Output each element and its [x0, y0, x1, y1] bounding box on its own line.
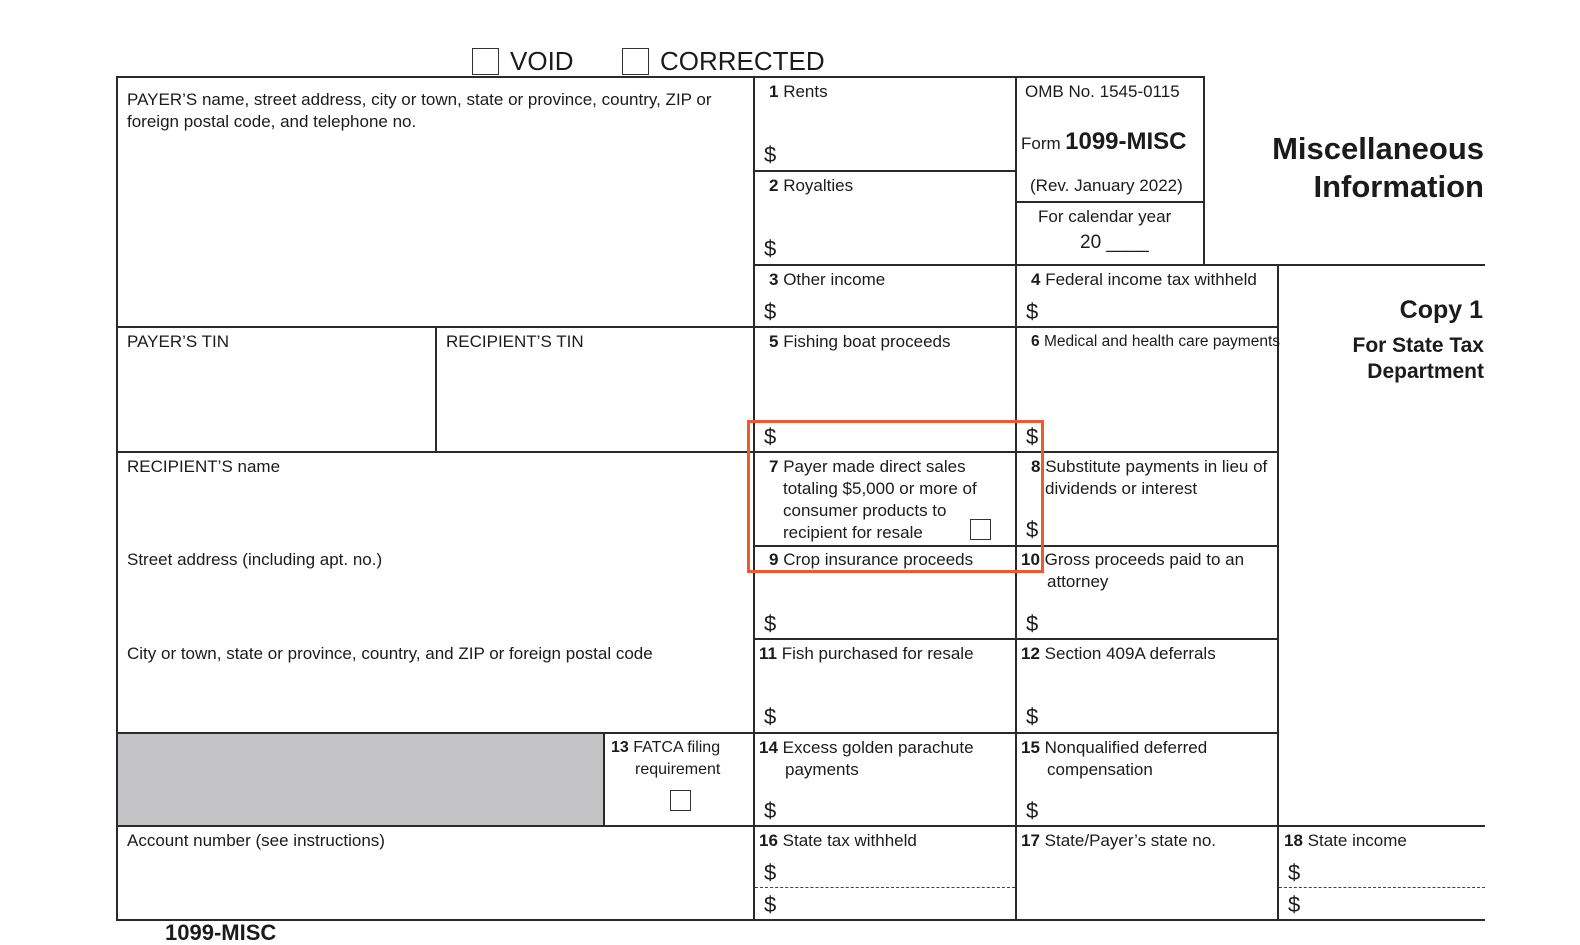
box-13-label: 13 FATCA filing requirement	[611, 739, 721, 778]
box-13-checkbox[interactable]	[670, 790, 691, 811]
payer-info-label: PAYER’S name, street address, city or town, state or province, country, ZIP or foreign postal code, and telephone no.	[127, 90, 712, 131]
box-9-label: 9 Crop insurance proceeds	[769, 550, 974, 569]
corrected-label: CORRECTED	[660, 46, 825, 76]
box-2-dollar: $	[764, 236, 777, 261]
box-9-dollar: $	[764, 611, 777, 636]
box-14-label: 14 Excess golden parachute payments	[759, 738, 974, 779]
street-address-label: Street address (including apt. no.)	[127, 550, 383, 569]
box-8-label: 8 Substitute payments in lieu of dividends or interest	[1031, 457, 1268, 498]
copy-label: Copy 1	[1399, 296, 1483, 324]
corrected-checkbox[interactable]	[622, 48, 649, 75]
box-7-label: 7 Payer made direct sales totaling $5,000 or more of consumer products to recipient for resale	[769, 457, 977, 542]
shaded-cell	[118, 733, 604, 825]
box-18-dollar-1: $	[1288, 860, 1301, 885]
box-10-dollar: $	[1026, 611, 1039, 636]
box-17-label: 17 State/Payer’s state no.	[1021, 831, 1217, 850]
box-6-dollar: $	[1026, 424, 1039, 449]
box-4-dollar: $	[1026, 299, 1039, 324]
box-8-dollar: $	[1026, 517, 1039, 542]
omb-number: OMB No. 1545-0115	[1025, 82, 1180, 101]
highlight-box	[747, 420, 1044, 573]
footer-form-name: 1099-MISC	[165, 920, 277, 945]
box-4-label: 4 Federal income tax withheld	[1031, 270, 1257, 289]
box-3-label: 3 Other income	[769, 270, 886, 289]
recipient-tin-label: RECIPIENT’S TIN	[446, 332, 584, 351]
box-1-dollar: $	[764, 142, 777, 167]
box-15-label: 15 Nonqualified deferred compensation	[1021, 738, 1208, 779]
form-name: Form 1099-MISC	[1021, 128, 1187, 155]
box-16-dollar-1: $	[764, 860, 777, 885]
box-16-label: 16 State tax withheld	[759, 831, 917, 850]
box-2-label: 2 Royalties	[769, 176, 854, 195]
box-11-label: 11 Fish purchased for resale	[759, 644, 974, 663]
box-1-label: 1 Rents	[769, 82, 828, 101]
calendar-year-label: For calendar year	[1038, 207, 1172, 226]
box-12-label: 12 Section 409A deferrals	[1021, 644, 1216, 663]
box-5-label: 5 Fishing boat proceeds	[769, 332, 951, 351]
revision-date: (Rev. January 2022)	[1030, 176, 1183, 195]
box-18-dollar-2: $	[1288, 892, 1301, 917]
box-5-dollar: $	[764, 424, 777, 449]
account-number-label: Account number (see instructions)	[127, 831, 385, 850]
copy-desc-line2: Department	[1367, 360, 1484, 383]
recipient-name-label: RECIPIENT’S name	[127, 457, 281, 476]
copy-desc-line1: For State Tax	[1352, 334, 1484, 357]
box-14-dollar: $	[764, 798, 777, 823]
calendar-year: 20 ____	[1080, 232, 1149, 253]
form-title-line1: Miscellaneous	[1272, 131, 1484, 166]
city-state-label: City or town, state or province, country, and ZIP or foreign postal code	[127, 644, 653, 663]
box-18-label: 18 State income	[1284, 831, 1407, 850]
form-title-line2: Information	[1313, 169, 1484, 204]
void-checkbox[interactable]	[472, 48, 499, 75]
payer-tin-label: PAYER’S TIN	[127, 332, 230, 351]
box-11-dollar: $	[764, 704, 777, 729]
void-label: VOID	[510, 46, 574, 76]
box-6-label: 6 Medical and health care payments	[1031, 333, 1281, 350]
box-16-dollar-2: $	[764, 892, 777, 917]
box-12-dollar: $	[1026, 704, 1039, 729]
box-15-dollar: $	[1026, 798, 1039, 823]
box-3-dollar: $	[764, 299, 777, 324]
box-10-label: 10 Gross proceeds paid to an attorney	[1021, 550, 1245, 591]
